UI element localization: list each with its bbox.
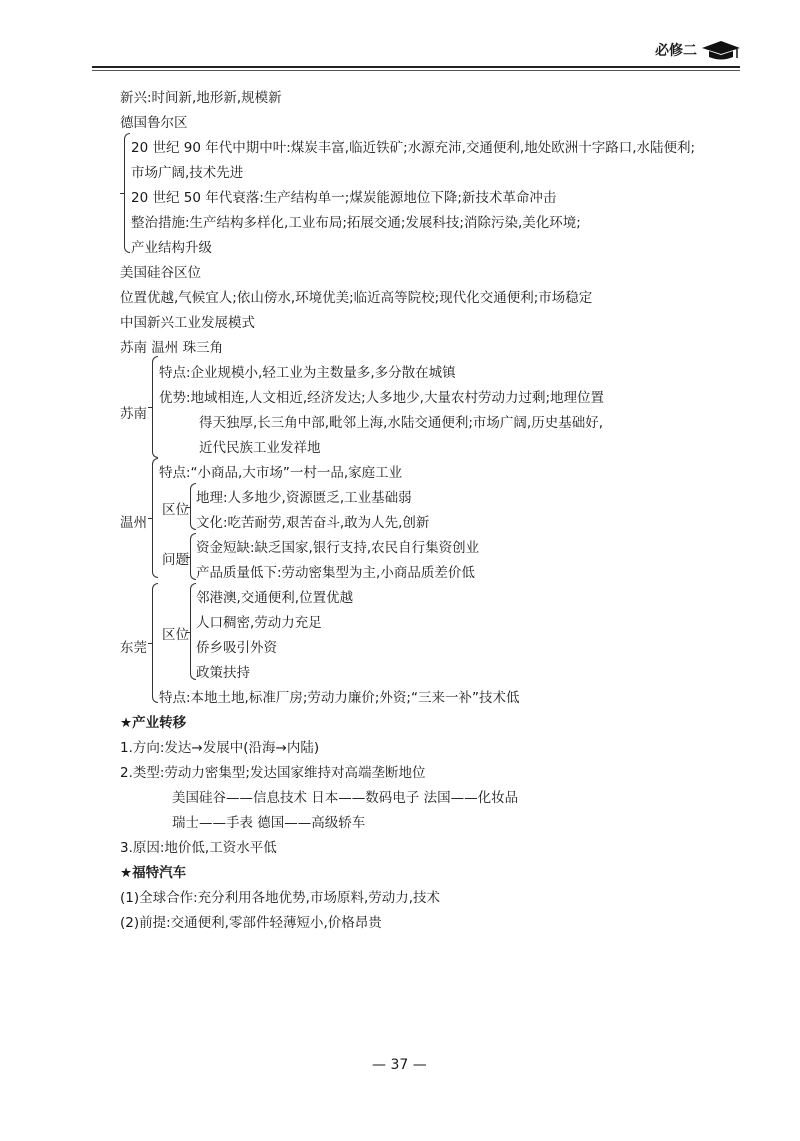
text-line: 政策扶持 — [196, 665, 250, 681]
text-line: 3.原因:地价低,工资水平低 — [120, 840, 277, 856]
text-line: 地理:人多地少,资源匮乏,工业基础弱 — [196, 490, 412, 506]
graduation-cap-icon — [700, 38, 742, 62]
text-line: 1.方向:发达→发展中(沿海→内陆) — [120, 740, 320, 756]
text-line: 美国硅谷——信息技术 日本——数码电子 法国——化妆品 — [172, 790, 519, 806]
text-line: 市场广阔,技术先进 — [131, 165, 244, 181]
header-rule — [92, 66, 740, 68]
text-line: 人口稠密,劳动力充足 — [196, 615, 322, 631]
text-line: 整治措施:生产结构多样化,工业布局;拓展交通;发展科技;消除污染,美化环境; — [131, 215, 581, 231]
brace — [152, 583, 158, 703]
header-rule-thin — [92, 70, 740, 71]
text-line: 德国鲁尔区 — [120, 115, 188, 131]
brace — [124, 133, 130, 253]
text-line: (2)前提:交通便利,零部件轻薄短小,价格昂贵 — [120, 915, 382, 931]
text-line: 近代民族工业发祥地 — [199, 440, 321, 456]
text-line: 资金短缺:缺乏国家,银行支持,农民自行集资创业 — [196, 540, 480, 556]
label-quwei: 区位 — [162, 502, 189, 518]
text-line: 美国硅谷区位 — [120, 265, 201, 281]
text-line: 新兴:时间新,地形新,规模新 — [120, 90, 282, 106]
text-line: 瑞士——手表 德国——高级轿车 — [172, 815, 366, 831]
text-line: 特点:本地土地,标准厂房;劳动力廉价;外资;“三来一补”技术低 — [159, 690, 520, 706]
text-line: 20 世纪 90 年代中期中叶:煤炭丰富,临近铁矿;水源充沛,交通便利,地处欧洲十字路口,水陆便利; — [131, 140, 696, 156]
header-title: 必修二 — [655, 43, 697, 59]
label-dongguan: 东莞 — [120, 640, 147, 656]
page-number: — 37 — — [372, 1057, 427, 1073]
brace — [152, 356, 158, 458]
text-line: (1)全球合作:充分利用各地优势,市场原料,劳动力,技术 — [120, 890, 441, 906]
text-line: 侨乡吸引外资 — [196, 640, 277, 656]
text-line: 产业结构升级 — [131, 240, 212, 256]
text-line: 文化:吃苦耐劳,艰苦奋斗,敢为人先,创新 — [196, 515, 430, 531]
text-line: 优势:地域相连,人文相近,经济发达;人多地少,大量农村劳动力过剩;地理位置 — [159, 390, 605, 406]
text-line: 邻港澳,交通便利,位置优越 — [196, 590, 354, 606]
text-line: 得天独厚,长三角中部,毗邻上海,水陆交通便利;市场广阔,历史基础好, — [199, 415, 604, 431]
section-heading: ★产业转移 — [120, 715, 187, 731]
text-line: 特点:“小商品,大市场”一村一品,家庭工业 — [159, 465, 403, 481]
section-heading: ★福特汽车 — [120, 865, 187, 881]
label-wenzhou: 温州 — [120, 515, 147, 531]
label-sunan: 苏南 — [120, 406, 147, 422]
text-line: 2.类型:劳动力密集型;发达国家维持对高端垄断地位 — [120, 765, 426, 781]
label-quwei: 区位 — [162, 627, 189, 643]
label-wenti: 问题 — [162, 552, 189, 568]
text-line: 特点:企业规模小,轻工业为主数量多,多分散在城镇 — [159, 365, 456, 381]
text-line: 中国新兴工业发展模式 — [120, 315, 255, 331]
text-line: 位置优越,气候宜人;依山傍水,环境优美;临近高等院校;现代化交通便利;市场稳定 — [120, 290, 593, 306]
text-line: 产品质量低下:劳动密集型为主,小商品质差价低 — [196, 565, 475, 581]
text-line: 20 世纪 50 年代衰落:生产结构单一;煤炭能源地位下降;新技术革命冲击 — [131, 190, 557, 206]
text-line: 苏南 温州 珠三角 — [120, 340, 224, 356]
brace — [152, 458, 158, 578]
